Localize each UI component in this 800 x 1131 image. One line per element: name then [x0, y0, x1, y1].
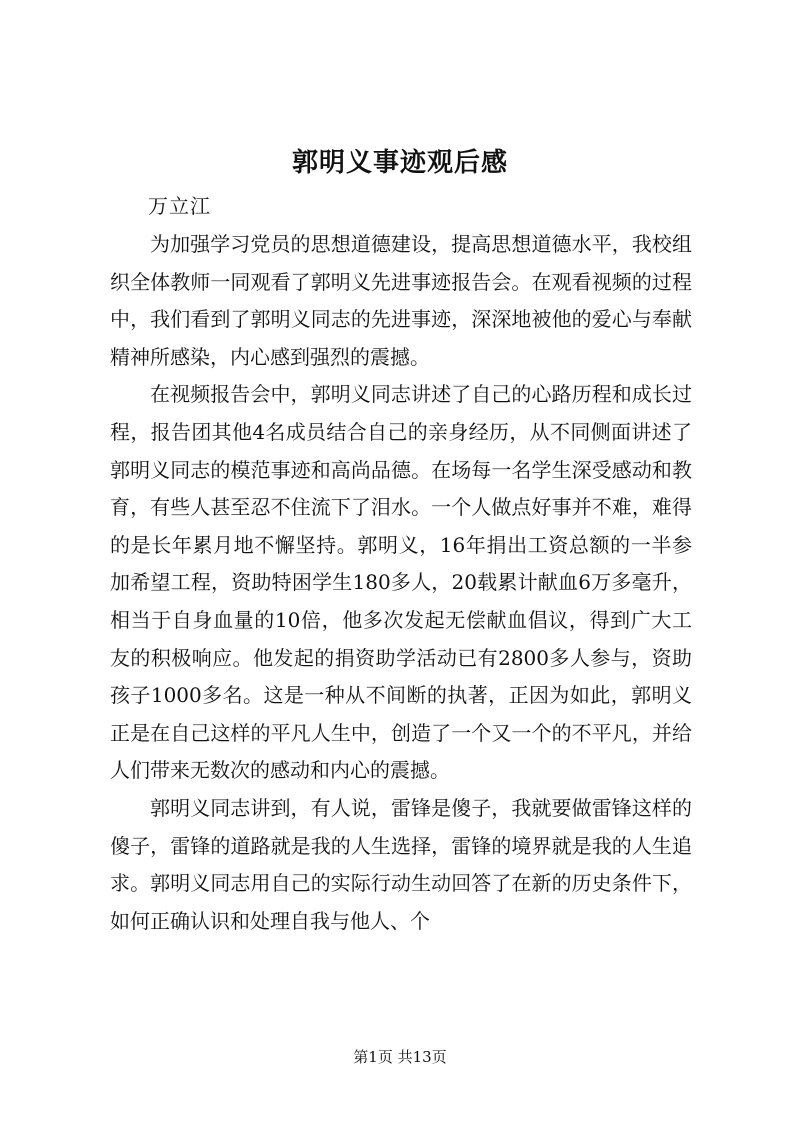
author-name: 万立江: [148, 194, 211, 218]
document-title: 郭明义事迹观后感: [291, 148, 508, 178]
paragraph-1: 为加强学习党员的思想道德建设，提高思想道德水平，我校组织全体教师一同观看了郭明义先进事迹报告会。在观看视频的过程中，我们看到了郭明义同志的先进事迹，深深地被他的爱心与奉献精神所感染，内心感到强烈的震撼。: [110, 232, 692, 369]
document-body: [110, 226, 692, 940]
paragraph-3: 郭明义同志讲到，有人说，雷锋是傻子，我就要做雷锋这样的傻子，雷锋的道路就是我的人生选择，雷锋的境界就是我的人生追求。郭明义同志用自己的实际行动生动回答了在新的历史条件下，如何正确认识和处理自我与他人、个: [110, 795, 692, 933]
page-number-footer: 第1页 共13页: [353, 1048, 447, 1066]
paragraph-2: 在视频报告会中，郭明义同志讲述了自己的心路历程和成长过程，报告团其他4名成员结合自己的亲身经历，从不同侧面讲述了郭明义同志的模范事迹和高尚品德。在场每一名学生深受感动和教育，有些人甚至忍不住流下了泪水。一个人做点好事并不难，难得的是长年累月地不懈坚持。郭明义，16年捐出工资总额的一半参加希望工程，资助特困学生180多人，20载累计献血6万多毫升，相当于自身血量的10倍，他多次发起无偿献血倡议，得到广大工友的积极响应。他发起的捐资助学活动已有2800多人参与，资助孩子1000多名。这是一种从不间断的执著，正因为如此，郭明义正是在自己这样的平凡人生中，创造了一个又一个的不平凡，并给人们带来无数次的感动和内心的震撼。: [110, 382, 692, 783]
